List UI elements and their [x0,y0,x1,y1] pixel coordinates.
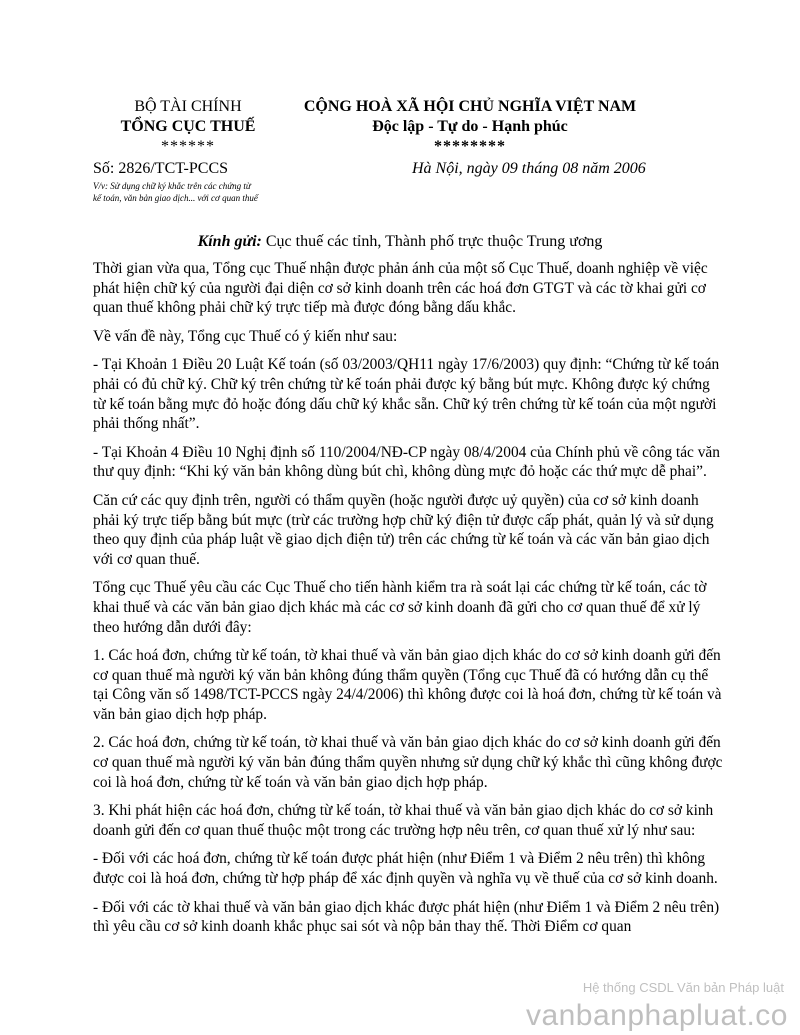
issuer-stars: ****** [161,138,215,155]
motto-stars: ******** [434,138,506,155]
body-paragraph: Về vấn đề này, Tổng cục Thuế có ý kiến như sau: [93,327,398,345]
body-paragraph: - Tại Khoản 1 Điều 20 Luật Kế toán (số 03/2003/QH11 ngày 17/6/2003) quy định: “Chứng từ kế toán phải có đủ chữ ký. Chữ ký trên chứng từ kế toán phải được ký bằng bút mực. Không được ký chứng từ kế toán bằng mực đỏ hoặc đóng dấu chữ ký khắc sẵn. Chữ ký trên chứng từ kế toán của một người phải thống nhất”. [93,356,720,433]
national-header [300,97,640,157]
body-paragraph: 2. Các hoá đơn, chứng từ kế toán, tờ khai thuế và văn bản giao dịch khác do cơ sở kinh doanh gửi đến cơ quan thuế mà người ký văn bản đúng thẩm quyền nhưng sử dụng chữ ký khắc thì cũng không được coi là hoá đơn, chứng từ kế toán và văn bản giao dịch hợp pháp. [93,734,723,791]
issuer-block [118,97,258,157]
national-motto: Độc lập - Tự do - Hạnh phúc [372,118,568,135]
country-name: CỘNG HOÀ XÃ HỘI CHỦ NGHĨA VIỆT NAM [303,98,637,115]
ministry-name: BỘ TÀI CHÍNH [134,98,242,115]
document-number: Số: 2826/TCT-PCCS [93,160,229,177]
department-name: TỔNG CỤC THUẾ [120,118,256,135]
document-subject [93,180,298,204]
subject-line-1: V/v: Sử dụng chữ ký khắc trên các chứng từ [93,181,251,191]
document-date: Hà Nội, ngày 09 tháng 08 năm 2006 [412,160,646,177]
body-paragraph: 3. Khi phát hiện các hoá đơn, chứng từ kế toán, tờ khai thuế và văn bản giao dịch khác do cơ sở kinh doanh gửi đến cơ quan thuế thuộc một trong các trường hợp nêu trên, cơ quan thuế xử lý như sau: [93,802,714,839]
recipient-line [0,232,800,252]
body-paragraph: Thời gian vừa qua, Tổng cục Thuế nhận được phản ánh của một số Cục Thuế, doanh nghiệp về việc phát hiện chữ ký của người đại diện cơ sở kinh doanh trên các hoá đơn GTGT và các tờ khai gửi cơ quan thuế không phải chữ ký trực tiếp mà được đóng bằng dấu khắc. [93,260,708,317]
site-watermark [526,979,788,1035]
recipient-name: Cục thuế các tỉnh, Thành phố trực thuộc Trung ương [265,233,603,250]
body-paragraph: - Đối với các hoá đơn, chứng từ kế toán được phát hiện (như Điểm 1 và Điểm 2 nêu trên) thì không được coi là hoá đơn, chứng từ hợp pháp để xác định quyền và nghĩa vụ về thuế của cơ sở kinh doanh. [93,850,718,888]
body-paragraph: - Tại Khoản 4 Điều 10 Nghị định số 110/2004/NĐ-CP ngày 08/4/2004 của Chính phủ về công tác văn thư quy định: “Khi ký văn bản không dùng bút chì, không dùng mực đỏ hoặc các thứ mực dễ phai”. [93,443,720,481]
document-body [93,259,723,946]
watermark-caption: Hệ thống CSDL Văn bản Pháp luật [582,980,784,995]
body-paragraph: Tổng cục Thuế yêu cầu các Cục Thuế cho tiến hành kiểm tra rà soát lại các chứng từ kế toán, các tờ khai thuế và các văn bản giao dịch khác mà các cơ sở kinh doanh đã gửi cho cơ quan thuế để xử lý theo hướng dẫn dưới đây: [93,579,707,636]
recipient-label: Kính gửi: [197,233,262,250]
subject-line-2: kế toán, văn bản giao dịch... với cơ quan thuế [93,193,258,203]
body-paragraph: Căn cứ các quy định trên, người có thẩm quyền (hoặc người được uỷ quyền) của cơ sở kinh doanh phải ký trực tiếp bằng bút mực (trừ các trường hợp chữ ký điện tử được cấp phát, quản lý và sử dụng theo quy định của pháp luật về giao dịch điện tử) trên các chứng từ kế toán và các văn bản giao dịch với cơ quan thuế. [93,491,714,568]
watermark-domain: vanbanphapluat.co [525,999,788,1032]
body-paragraph: - Đối với các tờ khai thuế và văn bản giao dịch khác được phát hiện (như Điểm 1 và Điểm 2 nêu trên) thì yêu cầu cơ sở kinh doanh khắc phục sai sót và nộp bản thay thế. Thời Điểm cơ quan [93,898,720,936]
body-paragraph: 1. Các hoá đơn, chứng từ kế toán, tờ khai thuế và văn bản giao dịch khác do cơ sở kinh doanh gửi đến cơ quan thuế mà người ký văn bản không đúng thẩm quyền (Tổng cục Thuế đã có hướng dẫn cụ thể tại Công văn số 1498/TCT-PCCS ngày 24/4/2006) thì không được coi là hoá đơn, chứng từ kế toán và văn bản giao dịch hợp pháp. [93,647,722,723]
